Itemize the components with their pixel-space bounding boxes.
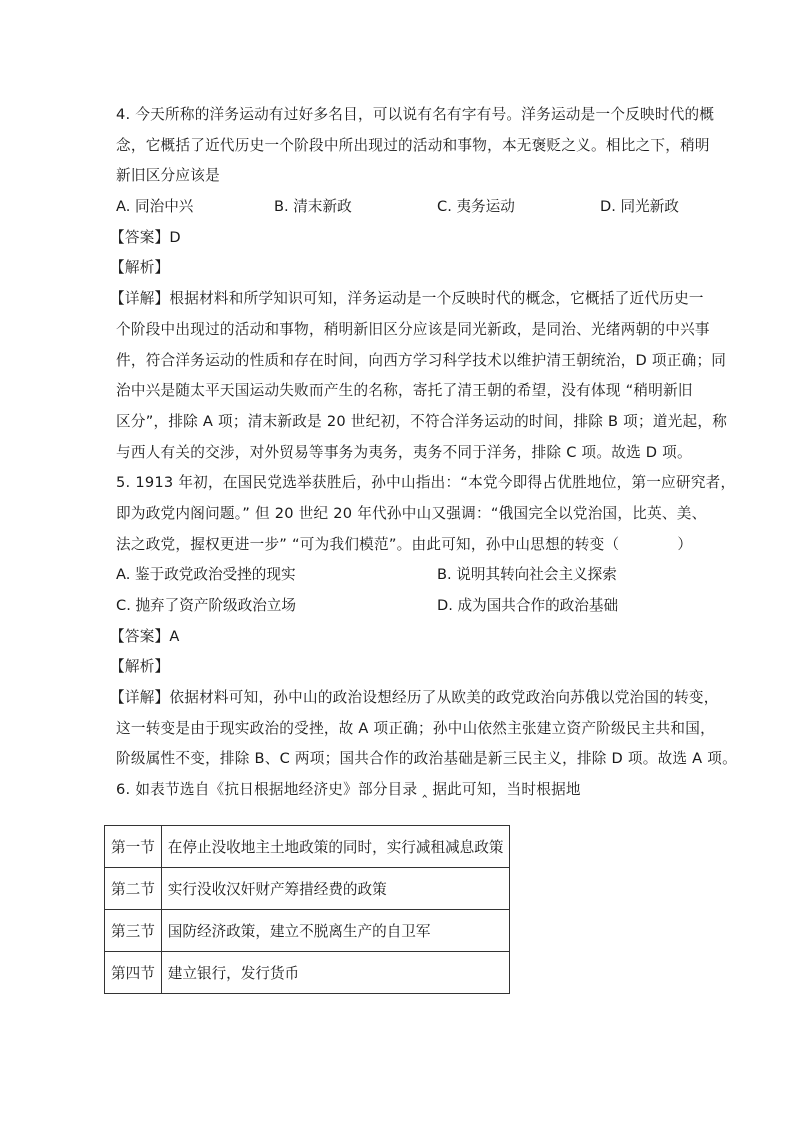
table-row [105, 910, 510, 952]
table-section-cell: 第二节 [105, 868, 162, 910]
q5-stem-line-1: 5. 1913 年初，在国民党选举获胜后，孙中山指出：“本党今即得占优胜地位，第一应研究者， [116, 474, 736, 492]
q5-detail-line-1: 【详解】依据材料可知，孙中山的政治设想经历了从欧美的政党政治向苏俄以党治国的转变， [110, 689, 719, 707]
q6-stem: 6. 如表节选自《抗日根据地经济史》部分目录 ‸ 据此可知，当时根据地 [116, 781, 581, 799]
q5-detail-line-3: 阶级属性不变，排除 B、C 两项；国共合作的政治基础是新三民主义，排除 D 项。故选 A 项。 [116, 750, 737, 768]
q5-options-row-2 [116, 591, 681, 622]
table-row [105, 868, 510, 910]
table-section-cell: 第四节 [105, 952, 162, 994]
table-content-cell: 建立银行，发行货币 [161, 952, 510, 994]
q4-option-a: A. 同治中兴 [116, 198, 194, 216]
q5-answer-tag: 【答案】 [110, 627, 170, 645]
q5-option-a: A. 鉴于政党政治受挫的现实 [116, 566, 296, 584]
q4-detail-line-2: 个阶段中出现过的活动和事物，稍明新旧区分应该是同光新政，是同治、光绪两朝的中兴事 [116, 320, 710, 338]
q4-stem-line-1: 4. 今天所称的洋务运动有过好多名目，可以说有名有字有号。洋务运动是一个反映时代的概 [116, 106, 715, 123]
q4-analysis-tag: 【解析】 [110, 259, 170, 277]
q5-answer-value: A [169, 627, 180, 645]
q4-detail-line-5: 区分”，排除 A 项；清末新政是 20 世纪初，不符合洋务运动的时间，排除 B 项；道光起，称 [116, 412, 728, 430]
question-6 [116, 775, 681, 806]
q5-stem-close-paren: ） [677, 535, 693, 553]
q4-options [116, 192, 681, 223]
question-5 [110, 468, 737, 775]
q4-answer [110, 223, 681, 254]
q4-stem-line-3: 新旧区分应该是 [116, 167, 220, 185]
q5-options-row-1 [116, 560, 681, 591]
q4-detail-line-4: 治中兴是随太平天国运动失败而产生的名称，寄托了清王朝的希望，没有体现 “稍明新旧 [116, 382, 693, 400]
q5-option-c: C. 抛弃了资产阶级政治立场 [116, 597, 297, 614]
q4-detail-line-1: 【详解】根据材料和所学知识可知，洋务运动是一个反映时代的概念，它概括了近代历史一 [110, 290, 704, 308]
q4-option-b: B. 清末新政 [274, 198, 352, 216]
q5-detail-line-2: 这一转变是由于现实政治的受挫，故 A 项正确；孙中山依然主张建立资产阶级民主共和国， [116, 719, 715, 737]
table-row [105, 826, 510, 868]
document-body [110, 100, 737, 806]
q5-stem-line-3: 法之政党，握权更进一步” “可为我们模范”。由此可知，孙中山思想的转变（ ） [116, 535, 693, 553]
question-4 [110, 100, 728, 468]
q5-option-b: B. 说明其转向社会主义探索 [437, 566, 617, 584]
q6-table [104, 825, 510, 994]
q4-detail-line-3: 件，符合洋务运动的性质和存在时间，向西方学习科学技术以维护清王朝统治，D 项正确；同 [116, 351, 727, 369]
q5-option-d: D. 成为国共合作的政治基础 [437, 597, 619, 614]
q5-stem-line-2: 即为政党内阁问题。” 但 20 世纪 20 年代孙中山又强调：“俄国完全以党治国，比英、美、 [116, 504, 707, 522]
table-section-cell: 第三节 [105, 910, 162, 952]
q5-answer [110, 622, 681, 653]
q4-answer-value: D [169, 228, 181, 246]
q4-option-c: C. 夷务运动 [437, 198, 515, 216]
table-content-cell: 实行没收汉奸财产筹措经费的政策 [161, 868, 510, 910]
q4-option-d: D. 同光新政 [600, 198, 679, 216]
q5-analysis-tag: 【解析】 [110, 658, 170, 676]
q4-detail-line-6: 与西人有关的交涉，对外贸易等事务为夷务，夷务不同于洋务，排除 C 项。故选 D 项。 [116, 443, 692, 461]
q4-answer-tag: 【答案】 [110, 228, 170, 246]
table-content-cell: 国防经济政策，建立不脱离生产的自卫军 [161, 910, 510, 952]
table-row [105, 952, 510, 994]
q4-stem-line-2: 念，它概括了近代历史一个阶段中所出现过的活动和事物，本无褒贬之义。相比之下，稍明 [116, 136, 710, 154]
table-content-cell: 在停止没收地主土地政策的同时，实行减租减息政策 [161, 826, 510, 868]
table-section-cell: 第一节 [105, 826, 162, 868]
